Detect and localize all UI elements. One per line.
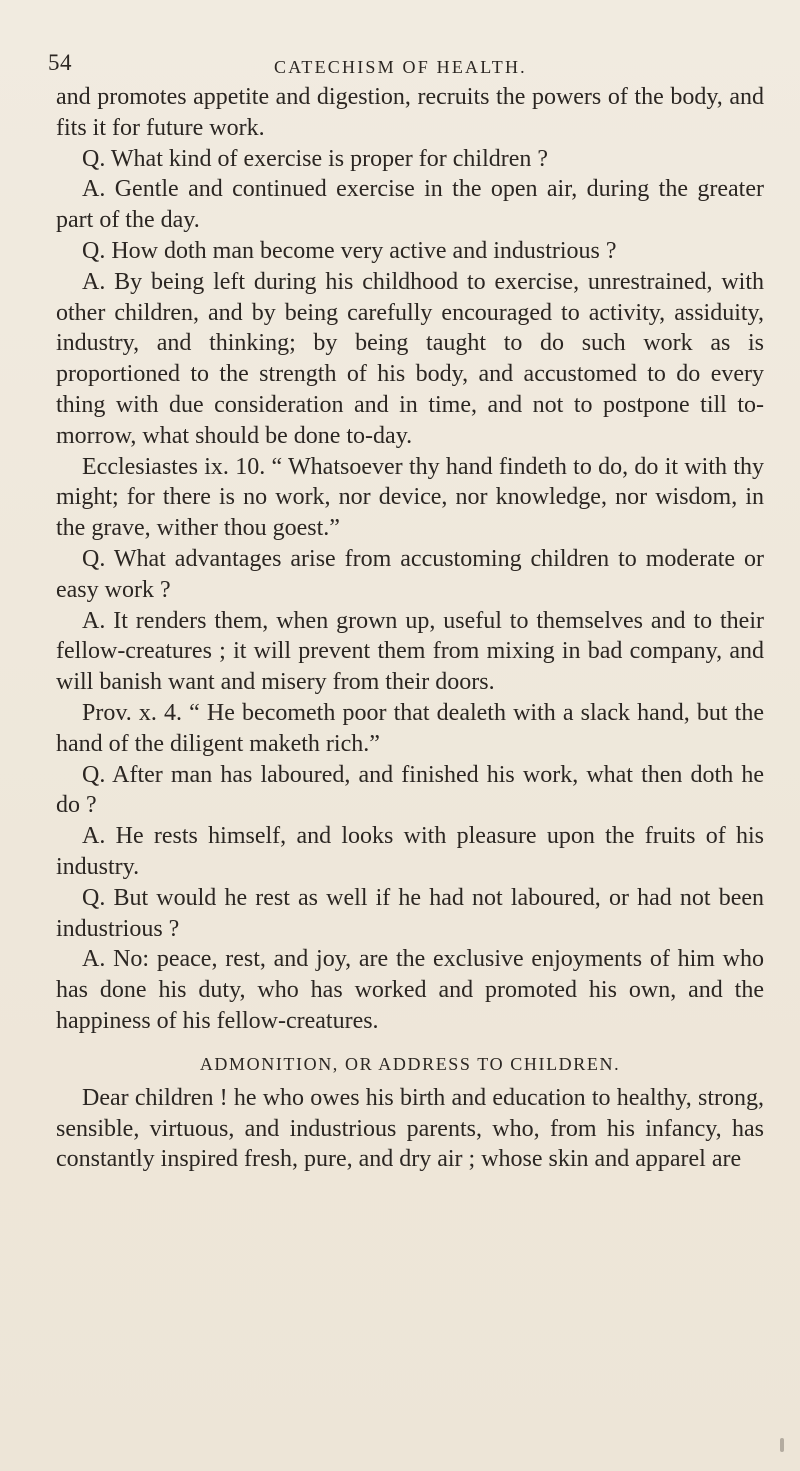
section-heading: ADMONITION, OR ADDRESS TO CHILDREN. [199, 1053, 621, 1074]
question-paragraph: Q. What kind of exercise is proper for children ? [82, 145, 549, 172]
answer-paragraph: A. It renders them, when grown up, useful to themselves and to their fellow-creatures ; it will prevent them from mixing in bad company, and will banish want and misery from their doors. [56, 607, 764, 696]
answer-paragraph: A. By being left during his childhood to exercise, unrestrained, with other children, and by being carefully encouraged to activity, assiduity, industry, and thinking; by being taught to do such work as is proportioned to the strength of his body, and accustomed to do every thing with due consideration and in time, and not to postpone till to-morrow, what should be done to-day. [56, 268, 764, 449]
answer-paragraph: A. No: peace, rest, and joy, are the exclusive enjoyments of him who has done his duty, who has worked and promoted his own, and the happiness of his fellow-creatures. [56, 946, 764, 1034]
question-paragraph: Q. How doth man become very active and industrious ? [82, 237, 617, 264]
admonition-paragraph: Dear children ! he who owes his birth and education to healthy, strong, sensible, virtuous, and industrious parents, who, from his infancy, has constantly inspired fresh, pure, and dry air ; whose skin and apparel are [56, 1084, 764, 1173]
running-title: CATECHISM OF HEALTH. [274, 57, 527, 77]
scripture-quote: Prov. x. 4. “ He becometh poor that dealeth with a slack hand, but the hand of the diligent maketh rich.” [56, 699, 764, 757]
question-paragraph: Q. But would he rest as well if he had not laboured, or had not been industrious ? [56, 884, 764, 942]
answer-paragraph: A. Gentle and continued exercise in the open air, during the greater part of the day. [56, 176, 764, 234]
page-number: 54 [48, 50, 72, 75]
question-paragraph: Q. What advantages arise from accustoming children to moderate or easy work ? [56, 545, 764, 603]
answer-paragraph: A. He rests himself, and looks with pleasure upon the fruits of his industry. [56, 823, 764, 880]
paragraph-continuation: and promotes appetite and digestion, recruits the powers of the body, and fits it for future work. [56, 84, 764, 141]
scripture-quote: Ecclesiastes ix. 10. “ Whatsoever thy hand findeth to do, do it with thy might; for there is no work, nor device, nor knowledge, nor wisdom, in the grave, wither thou goest.” [56, 453, 764, 542]
question-paragraph: Q. After man has laboured, and finished his work, what then doth he do ? [56, 761, 764, 819]
page-mark [780, 1438, 784, 1452]
body-text [56, 82, 764, 1175]
